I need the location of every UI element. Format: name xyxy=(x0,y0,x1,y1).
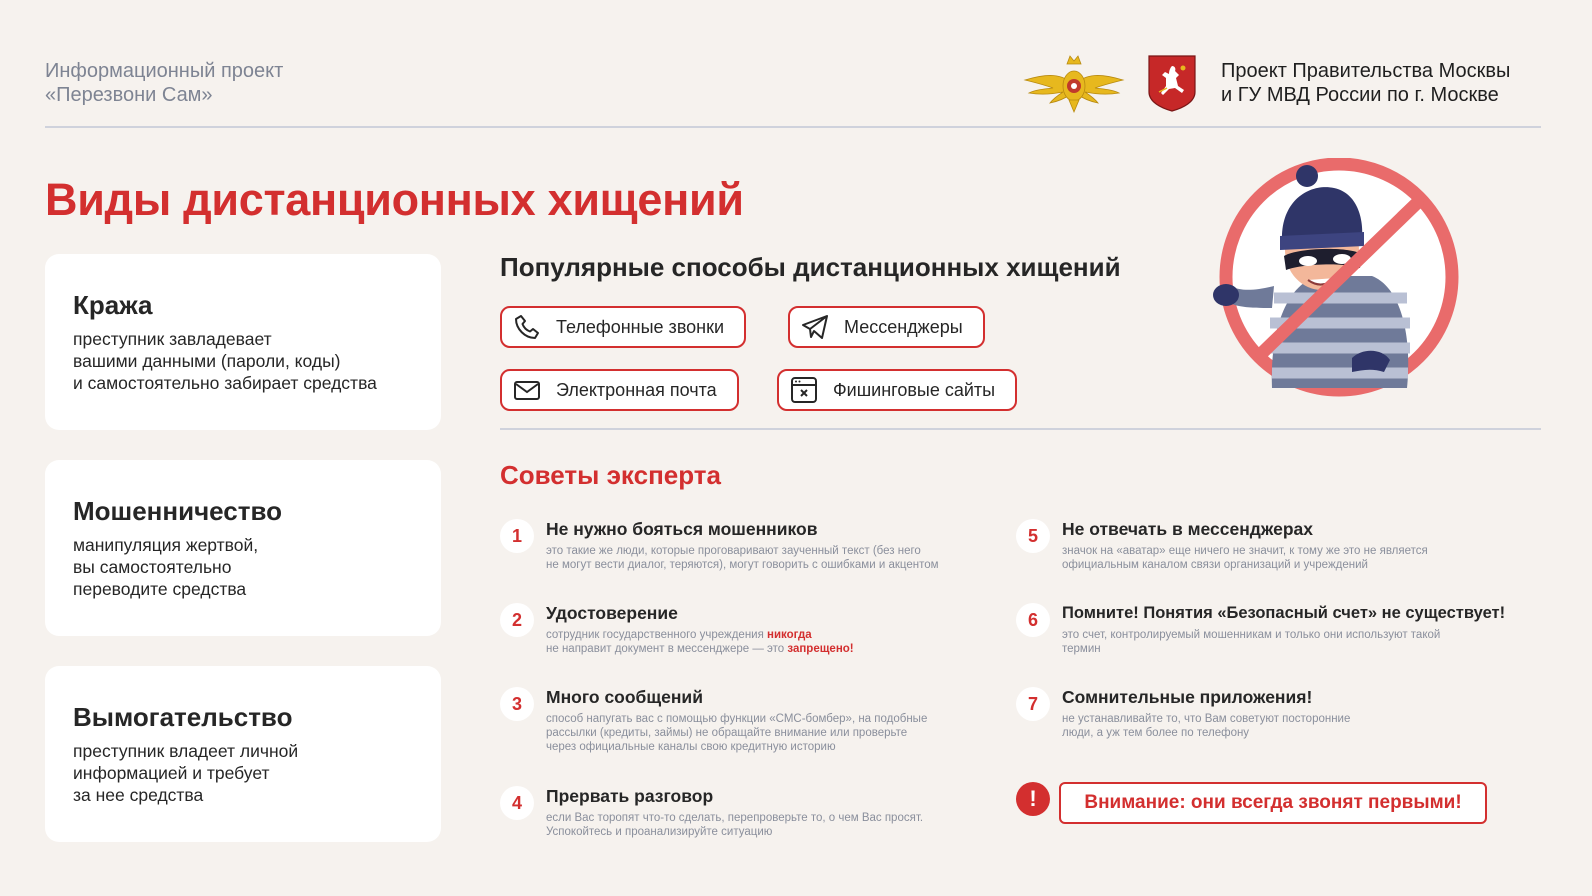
type-card-description xyxy=(73,534,413,600)
method-label: Телефонные звонки xyxy=(556,316,725,337)
type-card-description xyxy=(73,740,413,806)
tip-number: 7 xyxy=(1016,687,1050,721)
tip-number: 2 xyxy=(500,603,534,637)
project-name xyxy=(45,59,283,107)
tip-title: Удостоверение xyxy=(546,603,678,623)
tip-title: Прервать разговор xyxy=(546,786,714,806)
method-email xyxy=(500,369,739,411)
method-label: Фишинговые сайты xyxy=(833,379,996,400)
tip-description-line: не могут вести диалог, теряются), могут говорить с ошибками и акцентом xyxy=(546,559,939,571)
mvd-emblem-icon xyxy=(1023,52,1125,114)
tip-text: не направит документ в мессенджере — это xyxy=(546,643,788,655)
tip-description-line: рассылки (кредиты, займы) не обращайте внимание или проверьте xyxy=(546,727,908,739)
tip-description xyxy=(546,544,939,572)
partners-caption-line2: и ГУ МВД России по г. Москве xyxy=(1221,84,1499,106)
type-card-line: вы самостоятельно xyxy=(73,557,232,577)
tip-title: Много сообщений xyxy=(546,687,703,707)
type-card-line: манипуляция жертвой, xyxy=(73,535,259,555)
tip-description-line xyxy=(546,628,854,642)
method-label: Мессенджеры xyxy=(844,316,963,337)
tip-description xyxy=(546,712,927,754)
type-card-line: переводите средства xyxy=(73,579,247,599)
type-card-title: Мошенничество xyxy=(73,496,282,526)
type-card-line: вашими данными (пароли, коды) xyxy=(73,351,341,371)
project-name-line2: «Перезвони Сам» xyxy=(45,84,213,106)
tip-emphasis: никогда xyxy=(767,629,812,641)
tip-description-line: способ напугать вас с помощью функции «СМС-бомбер», на подобные xyxy=(546,713,928,725)
exclamation-icon: ! xyxy=(1016,782,1050,816)
type-card-fraud xyxy=(45,460,441,636)
tip-number: 5 xyxy=(1016,519,1050,553)
type-card-title: Вымогательство xyxy=(73,702,293,732)
tip-number: 6 xyxy=(1016,603,1050,637)
tip-description xyxy=(1062,544,1428,572)
type-card-line: за нее средства xyxy=(73,785,204,805)
tip-description-line: значок на «аватар» еще ничего не значит, к тому же это не является xyxy=(1062,545,1428,557)
methods-title: Популярные способы дистанционных хищений xyxy=(500,252,1121,282)
project-name-line1: Информационный проект xyxy=(45,60,284,82)
tip-description xyxy=(546,811,923,839)
tip-description-line: через официальные каналы свою кредитную историю xyxy=(546,741,836,753)
tip-description-line: официальным каналом связи организаций и учреждений xyxy=(1062,559,1368,571)
type-card-line: преступник владеет личной xyxy=(73,741,299,761)
tip-description-line: не устанавливайте то, что Вам советуют посторонние xyxy=(1062,713,1351,725)
method-messengers xyxy=(788,306,985,348)
envelope-icon xyxy=(512,375,542,405)
type-card-theft xyxy=(45,254,441,430)
thief-prohibited-icon xyxy=(1212,158,1462,398)
tip-description xyxy=(546,628,854,656)
section-divider xyxy=(500,428,1541,430)
header-divider xyxy=(45,126,1541,128)
tip-title: Сомнительные приложения! xyxy=(1062,687,1313,707)
alert-banner: Внимание: они всегда звонят первыми! xyxy=(1059,782,1487,824)
moscow-coat-of-arms-icon xyxy=(1147,54,1197,112)
method-phone-calls xyxy=(500,306,746,348)
tip-description xyxy=(1062,628,1505,656)
phishing-window-icon xyxy=(789,375,819,405)
telegram-plane-icon xyxy=(800,312,830,342)
phone-icon xyxy=(512,312,542,342)
tip-number: 1 xyxy=(500,519,534,553)
tip-description-line xyxy=(546,642,854,656)
header-partners xyxy=(1023,52,1510,114)
partners-caption xyxy=(1221,59,1510,107)
page-title: Виды дистанционных хищений xyxy=(45,174,744,225)
partners-caption-line1: Проект Правительства Москвы xyxy=(1221,60,1511,82)
tip-number: 3 xyxy=(500,687,534,721)
tip-description-line: это счет, контролируемый мошенникам и только они используют такой xyxy=(1062,629,1441,641)
tip-title: Помните! Понятия «Безопасный счет» не существует! xyxy=(1062,604,1506,622)
type-card-line: и самостоятельно забирает средства xyxy=(73,373,377,393)
method-label: Электронная почта xyxy=(556,379,717,400)
tip-title: Не отвечать в мессенджерах xyxy=(1062,519,1313,539)
type-card-line: преступник завладевает xyxy=(73,329,272,349)
method-phishing-sites xyxy=(777,369,1017,411)
tip-description-line: термин xyxy=(1062,643,1101,655)
tip-emphasis: запрещено! xyxy=(787,643,854,655)
tip-description-line: если Вас торопят что-то сделать, перепроверьте то, о чем Вас просят. xyxy=(546,812,924,824)
tip-title: Не нужно бояться мошенников xyxy=(546,519,818,539)
type-card-extortion xyxy=(45,666,441,842)
type-card-title: Кража xyxy=(73,290,153,320)
tip-description xyxy=(1062,712,1350,740)
tip-number: 4 xyxy=(500,786,534,820)
type-card-description xyxy=(73,328,413,394)
tip-text: сотрудник государственного учреждения xyxy=(546,629,768,641)
tip-description-line: люди, а уж тем более по телефону xyxy=(1062,727,1250,739)
tip-description-line: Успокойтесь и проанализируйте ситуацию xyxy=(546,826,773,838)
tip-description-line: это такие же люди, которые проговаривают заученный текст (без него xyxy=(546,545,921,557)
type-card-line: информацией и требует xyxy=(73,763,270,783)
tips-title: Советы эксперта xyxy=(500,460,721,490)
